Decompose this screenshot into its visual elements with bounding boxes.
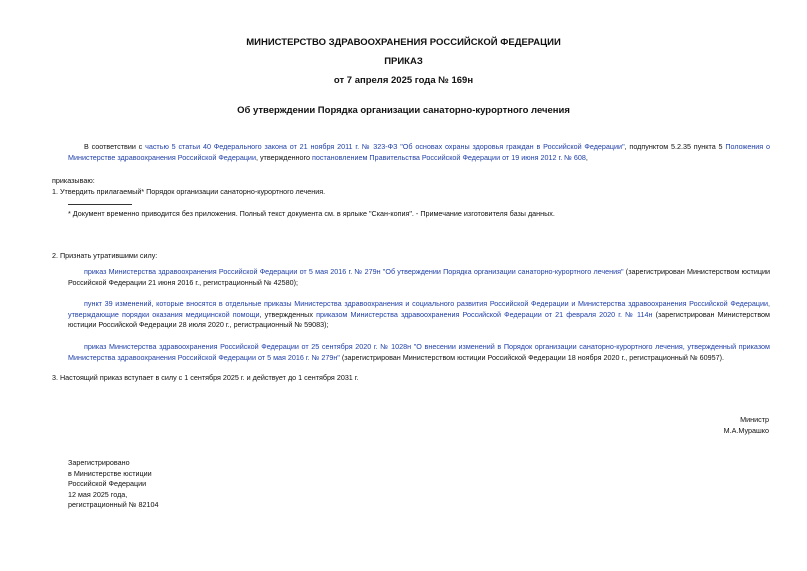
void-item-1-rest: (зарегистрирован Министерством юстиции Российской Федерации 21 июня 2016 г., регистрационный № 42580); [68, 267, 770, 287]
void-item-3-rest: (зарегистрирован Министерством юстиции Российской Федерации 18 ноября 2020 г., регистрационный № 60957). [339, 352, 725, 362]
item-2: 2. Признать утратившими силу: [52, 251, 158, 260]
order-1028n-link[interactable]: приказ Министерства здравоохранения Российской Федерации от 25 сентября 2020 г. № 1028н "О внесении изменений в Порядок организации санаторно-курортного лечения, утвержденный приказом Министерства здравоохранения Российской Федерации от 5 мая 2016 г. № 279н" [68, 342, 770, 362]
signer-name: М.А.Мурашко [723, 426, 769, 435]
void-item-2-mid: , утвержденных [259, 309, 317, 319]
law-323-link[interactable]: частью 5 статьи 40 Федерального закона от 21 ноября 2011 г. № 323-ФЗ "Об основах охраны здоровья граждан в Российской Федерации" [145, 142, 625, 151]
orders-word: приказываю: [52, 176, 95, 185]
document-title: Об утверждении Порядка организации санаторно-курортного лечения [237, 105, 570, 116]
order-279n-link[interactable]: приказ Министерства здравоохранения Российской Федерации от 5 мая 2016 г. № 279н "Об утверждении Порядка организации санаторно-курортного лечения" [84, 267, 624, 276]
registration-line-2: в Министерстве юстиции [68, 468, 152, 478]
registration-line-4: 12 мая 2025 года, [68, 489, 128, 499]
void-item-3 [68, 342, 770, 363]
order-114n-link[interactable]: приказом Министерства здравоохранения Российской Федерации от 21 февраля 2020 г. № 114н [316, 309, 653, 319]
preamble-suffix: , [585, 152, 588, 162]
date-number-heading: от 7 апреля 2025 года № 169н [333, 75, 474, 86]
preamble-prefix: В соответствии с [84, 142, 146, 151]
preamble-mid1: , подпунктом 5.2.35 пункта 5 [624, 142, 726, 151]
changes-item-39-link[interactable]: пункт 39 изменений, которые вносятся в отдельные приказы Министерства здравоохранения и социального развития Российской Федерации и Министерства здравоохранения Российской Федерации, утверждающие порядки оказания медицинской помощи [68, 299, 770, 319]
government-decree-link[interactable]: постановлением Правительства Российской Федерации от 19 июня 2012 г. № 608 [311, 152, 586, 162]
ministry-heading: МИНИСТЕРСТВО ЗДРАВООХРАНЕНИЯ РОССИЙСКОЙ ФЕДЕРАЦИИ [246, 37, 561, 48]
ministry-regulation-link[interactable]: Положения о Министерстве здравоохранения Российской Федерации [68, 142, 771, 162]
preamble-paragraph [68, 142, 770, 163]
registration-line-3: Российской Федерации [68, 479, 147, 488]
item-3: 3. Настоящий приказ вступает в силу с 1 сентября 2025 г. и действует до 1 сентября 2031 г. [52, 373, 359, 382]
signer-position: Министр [740, 415, 769, 424]
footnote-text: * Документ временно приводится без приложения. Полный текст документа см. в ярлыке "Скан-копия". - Примечание изготовителя базы данных. [68, 209, 555, 218]
doc-type-heading: ПРИКАЗ [384, 56, 423, 67]
void-item-1 [68, 267, 770, 288]
footnote-separator [68, 204, 132, 205]
void-item-2 [68, 299, 770, 331]
registration-block [68, 458, 158, 511]
registration-line-5: регистрационный № 82104 [68, 500, 159, 509]
registration-line-1: Зарегистрировано [68, 458, 130, 467]
void-item-2-rest: (зарегистрирован Министерством юстиции Российской Федерации 28 июля 2020 г., регистрационный № 59083); [68, 309, 770, 329]
preamble-mid2: , утвержденного [255, 152, 312, 162]
item-1: 1. Утвердить прилагаемый* Порядок организации санаторно-курортного лечения. [52, 187, 326, 196]
